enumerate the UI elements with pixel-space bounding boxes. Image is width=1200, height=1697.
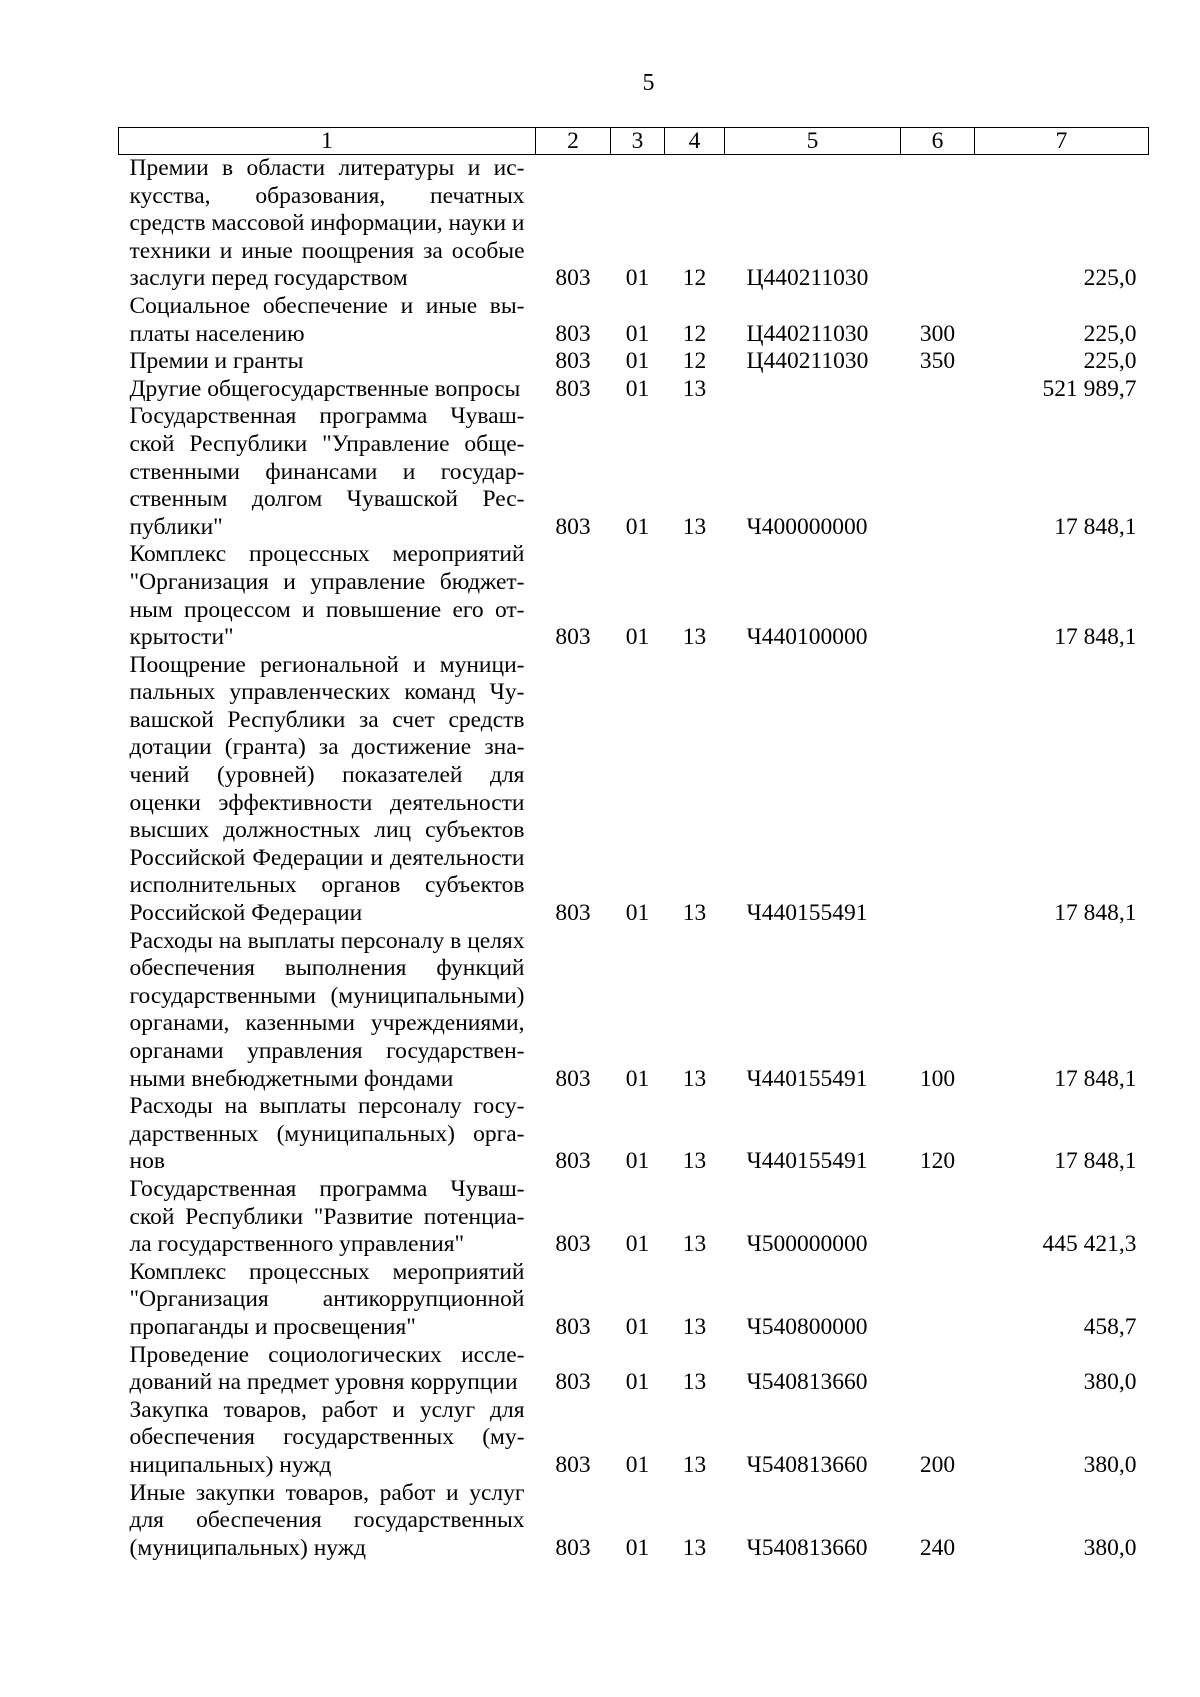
header-col-4: 4 (665, 128, 725, 155)
row-c7: 380,0 (1083, 1534, 1137, 1561)
header-col-3: 3 (611, 128, 665, 155)
header-row (119, 128, 1149, 155)
row-c6 (901, 403, 975, 541)
table-row (119, 403, 1149, 541)
row-c7: 458,7 (1083, 1313, 1137, 1340)
row-c4: 13 (682, 624, 707, 651)
row-c6: 300 (919, 320, 956, 347)
row-c5: Ч440100000 (746, 624, 868, 651)
row-name: Проведение социологических исследований на предмет уровня коррупции (129, 1341, 525, 1396)
row-c3: 01 (625, 320, 650, 347)
row-c7: 225,0 (1083, 320, 1137, 347)
row-c2: 803 (555, 900, 591, 927)
row-c4: 12 (682, 320, 707, 347)
row-c3: 01 (625, 1065, 650, 1092)
row-c4: 13 (682, 1369, 707, 1396)
table-body (119, 155, 1149, 1563)
row-c4: 13 (682, 1231, 707, 1258)
row-c6 (901, 376, 975, 404)
row-c5: Ц440211030 (746, 320, 869, 347)
row-c3: 01 (625, 900, 650, 927)
row-c5: Ч540813660 (746, 1451, 868, 1478)
table-row (119, 541, 1149, 651)
row-c7: 380,0 (1083, 1451, 1137, 1478)
row-name: Иные закупки товаров, работ и услуг для обеспечения государственных (муниципальных) нужд (129, 1479, 525, 1561)
budget-table (118, 127, 1149, 1562)
row-c6 (901, 541, 975, 651)
row-name: Государственная программа Чувашской Республики "Развитие потенциала государственного управления" (129, 1175, 525, 1258)
table-row (119, 1093, 1149, 1176)
row-c2: 803 (555, 348, 591, 375)
row-c7: 225,0 (1083, 265, 1137, 292)
row-c6 (901, 1342, 975, 1397)
row-c7: 380,0 (1083, 1369, 1137, 1396)
table-row (119, 1176, 1149, 1259)
header-col-2: 2 (536, 128, 611, 155)
table-row (119, 1480, 1149, 1563)
row-c3: 01 (625, 348, 650, 375)
table-row (119, 1397, 1149, 1480)
row-c2: 803 (555, 624, 591, 651)
row-c4: 13 (682, 1065, 707, 1092)
row-c4: 13 (682, 375, 707, 402)
row-c4: 12 (682, 348, 707, 375)
row-name: Премии в области литературы и искусства, образования, печатных средств массовой информации, науки и техники и иные поощрения за особые заслуги перед государством (129, 155, 525, 292)
row-c5: Ч400000000 (746, 513, 868, 540)
row-c4: 13 (682, 513, 707, 540)
row-c4: 12 (682, 265, 707, 292)
row-c3: 01 (625, 513, 650, 540)
row-name: Расходы на выплаты персоналу государственных (муниципальных) органов (129, 1093, 525, 1175)
row-c3: 01 (625, 1313, 650, 1340)
row-name: Социальное обеспечение и иные выплаты населению (129, 292, 525, 347)
table-row (119, 376, 1149, 404)
row-c3: 01 (625, 1451, 650, 1478)
row-name: Комплекс процессных мероприятий "Организация антикоррупционной пропаганды и просвещения" (129, 1258, 525, 1340)
row-c2: 803 (555, 1231, 591, 1258)
row-c6: 240 (919, 1534, 956, 1561)
row-c3: 01 (625, 1148, 650, 1175)
table-row (119, 348, 1149, 376)
table-row (119, 1342, 1149, 1397)
row-c2: 803 (555, 1148, 591, 1175)
row-c3: 01 (625, 375, 650, 402)
row-c3: 01 (625, 1369, 650, 1396)
row-c2: 803 (555, 375, 591, 402)
row-c4: 13 (682, 1534, 707, 1561)
row-c5: Ч500000000 (746, 1231, 868, 1258)
row-c6 (901, 652, 975, 928)
row-c5: Ц440211030 (746, 348, 869, 375)
header-col-7: 7 (975, 128, 1149, 155)
row-c3: 01 (625, 1534, 650, 1561)
row-c2: 803 (555, 513, 591, 540)
row-name: Комплекс процессных мероприятий "Организация и управление бюджетным процессом и повышение его открытости" (129, 541, 525, 651)
row-c2: 803 (555, 265, 591, 292)
header-col-5: 5 (725, 128, 901, 155)
row-c4: 13 (682, 1148, 707, 1175)
row-name: Государственная программа Чувашской Республики "Управление общественными финансами и государственным долгом Чувашской Республики" (129, 403, 525, 540)
row-c7: 17 848,1 (1054, 900, 1137, 927)
row-c6: 100 (919, 1065, 956, 1092)
header-col-6: 6 (901, 128, 975, 155)
row-name: Другие общегосударственные вопросы (129, 375, 521, 402)
row-c6: 200 (919, 1451, 956, 1478)
row-c7: 225,0 (1083, 348, 1137, 375)
row-c3: 01 (625, 1231, 650, 1258)
row-c5: Ч540813660 (746, 1369, 868, 1396)
row-c5 (725, 376, 901, 404)
row-c5: Ч540800000 (746, 1313, 868, 1340)
page-number: 5 (642, 70, 655, 96)
table-row (119, 928, 1149, 1094)
row-name: Расходы на выплаты персоналу в целях обеспечения выполнения функций государственными (муниципальными) органами, казенными учреждениями, органами управления государственными внебюджетными фондами (129, 927, 525, 1092)
row-name: Премии и гранты (129, 348, 304, 375)
row-c2: 803 (555, 1369, 591, 1396)
row-c2: 803 (555, 1451, 591, 1478)
table-row (119, 293, 1149, 348)
row-c7: 521 989,7 (1042, 375, 1137, 402)
table-row (119, 652, 1149, 928)
row-c7: 17 848,1 (1054, 1148, 1137, 1175)
row-c4: 13 (682, 900, 707, 927)
row-c6: 120 (919, 1148, 956, 1175)
header-col-1: 1 (119, 128, 536, 155)
row-c7: 445 421,3 (1042, 1231, 1137, 1258)
row-c7: 17 848,1 (1054, 624, 1137, 651)
row-c3: 01 (625, 624, 650, 651)
row-name: Поощрение региональной и муниципальных управленческих команд Чувашской Республики за счет средств дотации (гранта) за достижение значений (уровней) показателей для оценки эффективности деятельности высших должностных лиц субъектов Российской Федерации и деятельности исполнительных органов субъектов Российской Федерации (129, 651, 525, 927)
row-c2: 803 (555, 320, 591, 347)
row-c7: 17 848,1 (1054, 1065, 1137, 1092)
row-c5: Ц440211030 (746, 265, 869, 292)
table-row (119, 155, 1149, 293)
row-name: Закупка товаров, работ и услуг для обеспечения государственных (муниципальных) нужд (129, 1396, 525, 1478)
table-header (119, 128, 1149, 155)
row-c4: 13 (682, 1451, 707, 1478)
row-c7: 17 848,1 (1054, 513, 1137, 540)
row-c4: 13 (682, 1313, 707, 1340)
row-c5: Ч440155491 (746, 1148, 868, 1175)
row-c5: Ч440155491 (746, 1065, 868, 1092)
row-c2: 803 (555, 1313, 591, 1340)
row-c5: Ч540813660 (746, 1534, 868, 1561)
row-c6 (901, 1176, 975, 1259)
row-c5: Ч440155491 (746, 900, 868, 927)
table-row (119, 1259, 1149, 1342)
row-c6 (901, 155, 975, 293)
row-c6 (901, 1259, 975, 1342)
row-c6: 350 (919, 348, 956, 375)
row-c2: 803 (555, 1065, 591, 1092)
row-c2: 803 (555, 1534, 591, 1561)
row-c3: 01 (625, 265, 650, 292)
